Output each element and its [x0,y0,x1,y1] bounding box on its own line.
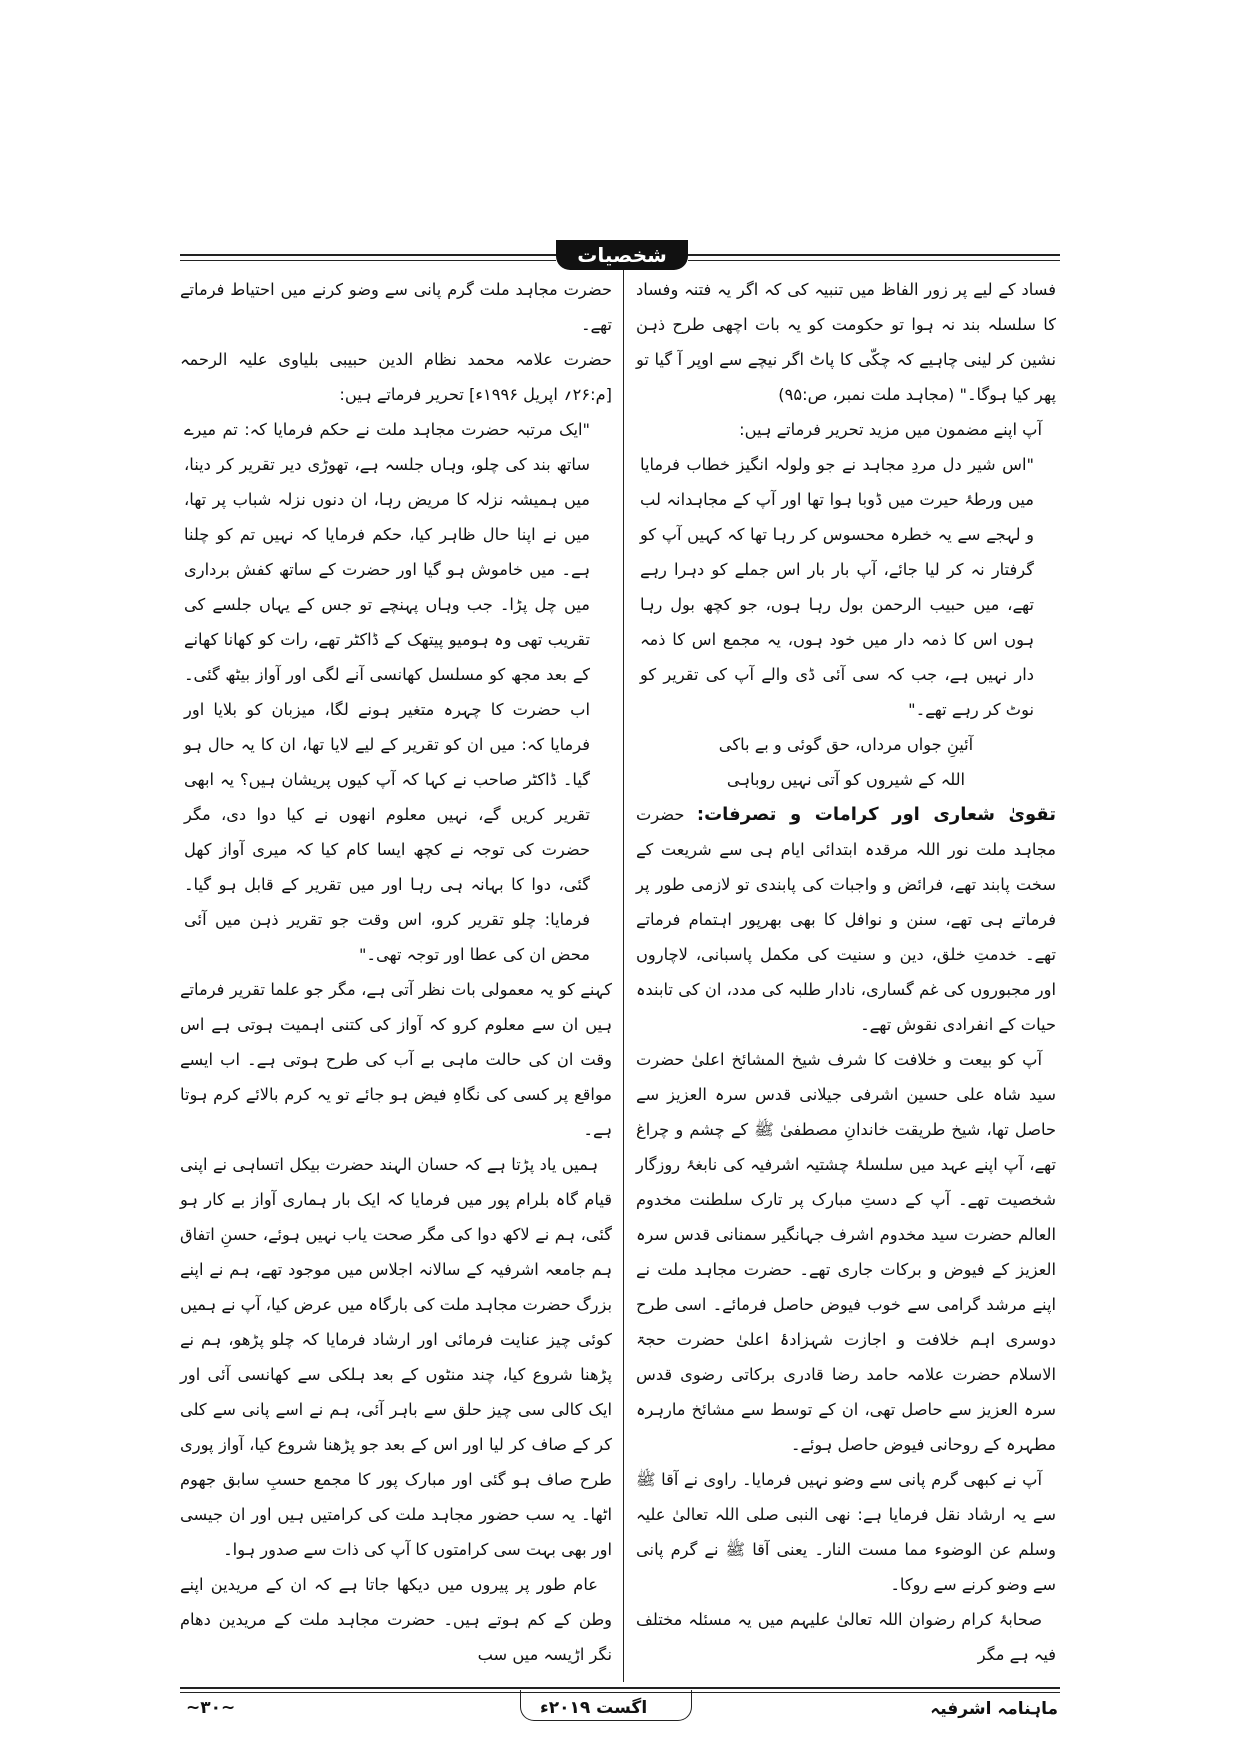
right-column [636,272,1056,1672]
magazine-name: ماہنامہ اشرفیہ [930,1699,1058,1719]
paragraph: صحابۂ کرام رضوان اللہ تعالیٰ علیہم میں یہ مسئلہ مختلف فیہ ہے مگر [636,1610,1056,1664]
poem-line: اللہ کے شیروں کو آتی نہیں روباہی [726,770,966,789]
quote-paragraph: "ایک مرتبہ حضرت مجاہد ملت نے حکم فرمایا کہ: تم میرے ساتھ بند کی چلو، وہاں جلسہ ہے، تھوڑی دیر تقریر کر دینا، میں ہمیشہ نزلہ کا مریض رہا، ان دنوں نزلہ شباب پر تھا، میں نے اپنا حال ظاہر کیا، حکم فرمایا کہ نہیں تم کو چلنا ہے۔ میں خاموش ہو گیا اور حضرت کے ساتھ کفش برداری میں چل پڑا۔ جب وہاں پہنچے تو جس کے یہاں جلسے کی تقریب تھی وہ ہومیو پیتھک کے ڈاکٹر تھے، رات کو کھانا کھانے کے بعد مجھ کو مسلسل کھانسی آنے لگی اور آواز بیٹھ گئی۔ اب حضرت کا چہرہ متغیر ہونے لگا، میزبان کو بلایا اور فرمایا کہ: میں ان کو تقریر کے لیے لایا تھا، ان کا یہ حال ہو گیا۔ ڈاکٹر صاحب نے کہا کہ آپ کیوں پریشان ہیں؟ یہ ابھی تقریر کریں گے، نہیں معلوم انھوں نے کیا دوا دی، مگر حضرت کی توجہ نے کچھ ایسا کام کیا کہ میری آواز کھل گئی، دوا کا بہانہ ہی رہا اور میں تقریر کے قابل ہو گیا۔ فرمایا: چلو تقریر کرو، اس وقت جو تقریر ذہن میں آئی محض ان کی عطا اور توجہ تھی۔" [184,420,590,964]
poem-line: آئینِ جواں مرداں، حق گوئی و بے باکی [718,735,974,754]
paragraph: کہنے کو یہ معمولی بات نظر آتی ہے، مگر جو علما تقریر فرماتے ہیں ان سے معلوم کرو کہ آواز کی کتنی اہمیت ہوتی ہے اس وقت ان کی حالت ماہی بے آب کی طرح ہوتی ہے۔ اب ایسے مواقع پر کسی کی نگاہِ فیض ہو جائے تو یہ کرم بالائے کرم ہوتا ہے۔ [180,980,612,1139]
issue-date: اگست ۲۰۱۹ء [540,1698,648,1718]
paragraph: ہمیں یاد پڑتا ہے کہ حسان الہند حضرت بیکل اتساہی نے اپنی قیام گاہ بلرام پور میں فرمایا کہ ایک بار ہماری آواز بے کار ہو گئی، ہم نے لاکھ دوا کی مگر صحت یاب نہیں ہوئے، حسنِ اتفاق ہم جامعہ اشرفیہ کے سالانہ اجلاس میں موجود تھے، ہم نے اپنے بزرگ حضرت مجاہد ملت کی بارگاہ میں عرض کیا، آپ نے ہمیں کوئی چیز عنایت فرمائی اور ارشاد فرمایا کہ چلو پڑھو، ہم نے پڑھنا شروع کیا، چند منٹوں کے بعد ہلکی سے کھانسی آئی اور ایک کالی سی چیز حلق سے باہر آئی، ہم نے اسے پانی سے کلی کر کے صاف کر لیا اور اس کے بعد جو پڑھنا شروع کیا، آواز پوری طرح صاف ہو گئی اور مبارک پور کا مجمع حسبِ سابق جھوم اٹھا۔ یہ سب حضور مجاہد ملت کی کرامتیں ہیں اور ان جیسی اور بھی بہت سی کرامتوں کا آپ کی ذات سے صدور ہوا۔ [180,1155,612,1559]
quote-paragraph: "اس شیر دل مردِ مجاہد نے جو ولولہ انگیز خطاب فرمایا میں ورطۂ حیرت میں ڈوبا ہوا تھا اور آپ کے مجاہدانہ لب و لہجے سے یہ خطرہ محسوس کر رہا تھا کہ کہیں آپ کو گرفتار نہ کر لیا جائے، آپ بار بار اس جملے کو دہرا رہے تھے، میں حبیب الرحمن بول رہا ہوں، جو کچھ بول رہا ہوں اس کا ذمہ دار میں خود ہوں، یہ مجمع اس کا ذمہ دار نہیں ہے، جب کہ سی آئی ڈی والے آپ کی تقریر کو نوٹ کر رہے تھے۔" [640,455,1034,719]
footer-rule [180,1687,1060,1689]
section-title: شخصیات [556,240,688,270]
header-rule-right-thin [688,260,1060,261]
paragraph-body: حضرت مجاہد ملت نور اللہ مرقدہ ابتدائی ایام ہی سے شریعت کے سخت پابند تھے، فرائض و واجبات کی پابندی تو لازمی طور پر فرماتے ہی تھے، سنن و نوافل کا بھی بھرپور اہتمام فرماتے تھے۔ خدمتِ خلق، دین و سنیت کی مکمل پاسبانی، لاچاروں اور مجبوروں کی غم گساری، نادار طلبہ کی مدد، ان کی تابندہ حیات کے انفرادی نقوش تھے۔ [636,805,1056,1034]
paragraph: حضرت مجاہد ملت گرم پانی سے وضو کرنے میں احتیاط فرماتے تھے۔ [180,280,612,334]
column-divider [623,270,624,1682]
header-rule-left [180,254,556,256]
header-rule-left-thin [180,260,556,261]
paragraph: عام طور پر پیروں میں دیکھا جاتا ہے کہ ان کے مریدین اپنے وطن کے کم ہوتے ہیں۔ حضرت مجاہد ملت کے مریدین دھام نگر اڑیسہ میں سب [180,1575,612,1664]
paragraph [636,797,1056,1042]
paragraph: آپ اپنے مضمون میں مزید تحریر فرماتے ہیں: [739,420,1042,439]
left-column [180,272,612,1672]
header-rule-right [688,254,1060,256]
paragraph: فساد کے لیے پر زور الفاظ میں تنبیہ کی کہ اگر یہ فتنہ وفساد کا سلسلہ بند نہ ہوا تو حکومت کو یہ بات اچھی طرح ذہن نشین کر لینی چاہیے کہ چکّی کا پاٹ اگر نیچے سے اوپر آ گیا تو پھر کیا ہوگا۔" (مجاہد ملت نمبر، ص:۹۵) [636,280,1056,404]
paragraph: آپ نے کبھی گرم پانی سے وضو نہیں فرمایا۔ راوی نے آقا ﷺ سے یہ ارشاد نقل فرمایا ہے: نھی النبی صلی اللہ تعالیٰ علیہ وسلم عن الوضوء مما مست النار۔ یعنی آقا ﷺ نے گرم پانی سے وضو کرنے سے روکا۔ [636,1470,1056,1594]
page-number: ~۳۰~ [186,1698,236,1718]
paragraph: حضرت علامہ محمد نظام الدین حبیبی بلیاوی علیہ الرحمہ [م:۲۶؍ اپریل ۱۹۹۶ء] تحریر فرماتے ہیں: [180,350,612,404]
paragraph: آپ کو بیعت و خلافت کا شرف شیخ المشائخ اعلیٰ حضرت سید شاہ علی حسین اشرفی جیلانی قدس سرہ العزیز سے حاصل تھا، شیخ طریقت خاندانِ مصطفیٰ ﷺ کے چشم و چراغ تھے، آپ اپنے عہد میں سلسلۂ چشتیہ اشرفیہ کی نابغۂ روزگار شخصیت تھے۔ آپ کے دستِ مبارک پر تارک سلطنت مخدوم العالم حضرت سید مخدوم اشرف جہانگیر سمنانی قدس سرہ العزیز کے فیوض و برکات جاری تھے۔ حضرت مجاہد ملت نے اپنے مرشد گرامی سے خوب فیوض حاصل فرمائے۔ اسی طرح دوسری اہم خلافت و اجازت شہزادۂ اعلیٰ حضرت حجۃ الاسلام حضرت علامہ حامد رضا قادری برکاتی رضوی قدس سرہ العزیز سے حاصل تھی، ان کے توسط سے مشائخ مارہرہ مطہرہ کے روحانی فیوض حاصل ہوئے۔ [636,1050,1056,1454]
subheading: تقویٰ شعاری اور کرامات و تصرفات: [696,804,1056,825]
